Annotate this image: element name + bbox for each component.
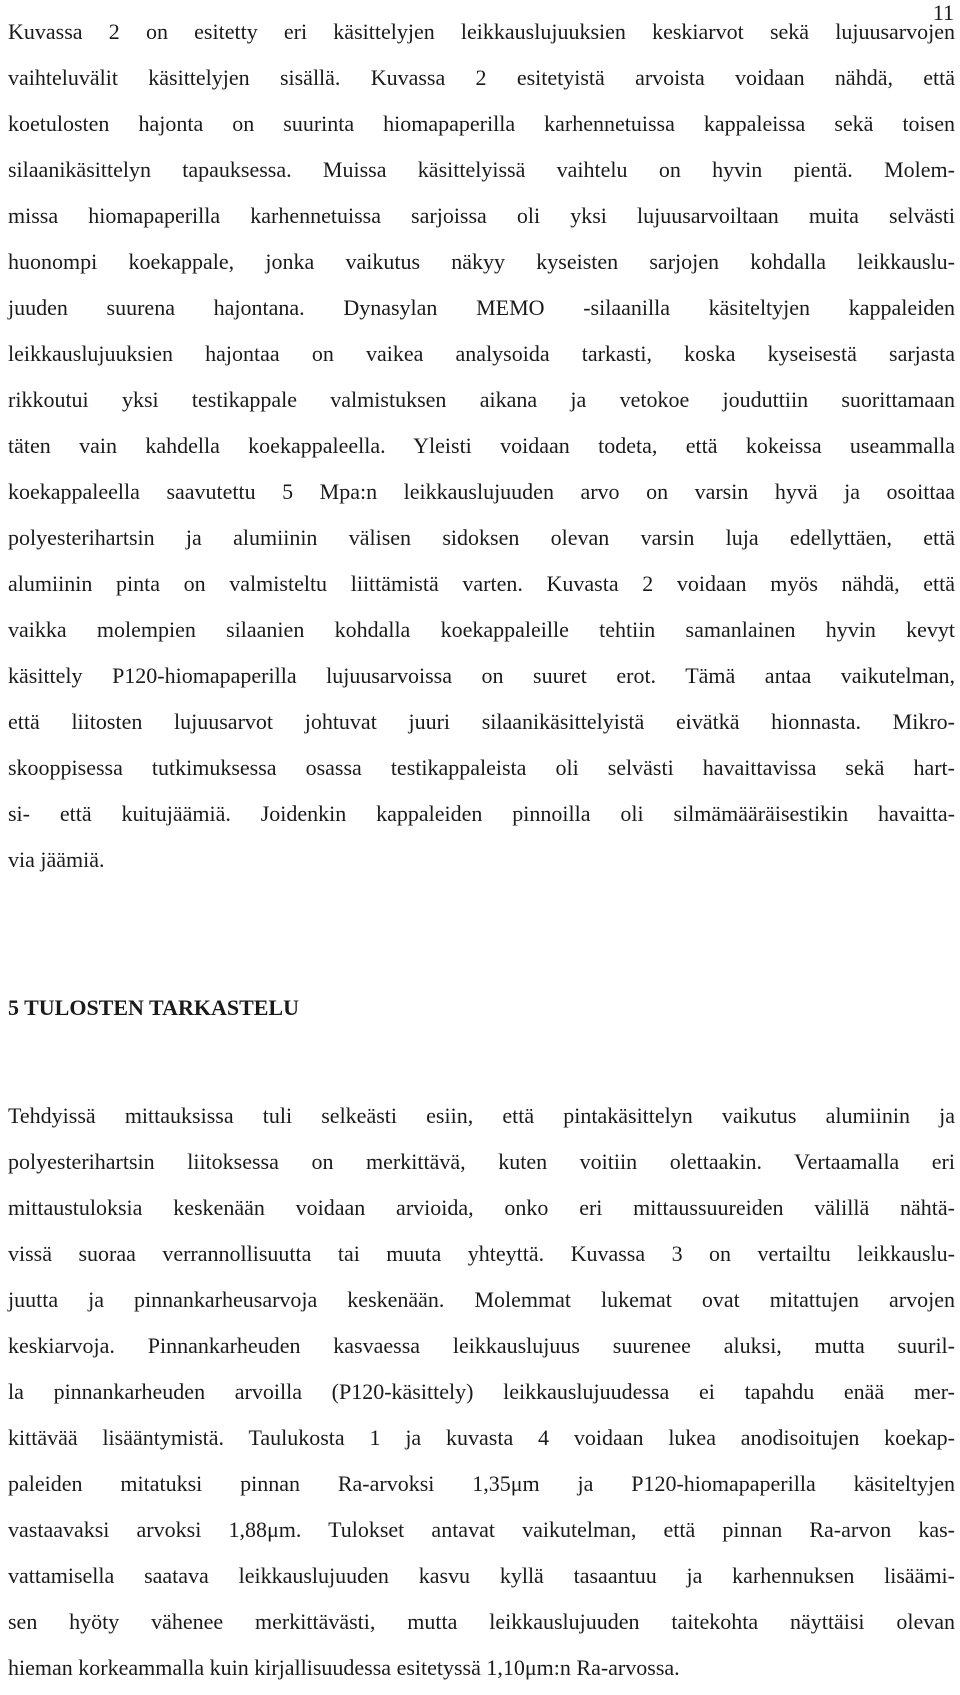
paragraph-line: koekappaleella saavutettu 5 Mpa:n leikkauslujuuden arvo on varsin hyvä ja osoittaa [8,479,955,504]
paragraph-line: koetulosten hajonta on suurinta hiomapaperilla karhennetuissa kappaleissa sekä toisen [8,111,955,136]
paragraph-line: täten vain kahdella koekappaleella. Yleisti voidaan todeta, että kokeissa useammalla [8,433,955,458]
paragraph-line: vaihteluvälit käsittelyjen sisällä. Kuvassa 2 esitetyistä arvoista voidaan nähdä, että [8,65,955,90]
section-heading: 5 TULOSTEN TARKASTELU [8,995,299,1020]
paragraph-line: vaikka molempien silaanien kohdalla koekappaleille tehtiin samanlainen hyvin kevyt [8,617,955,642]
paragraph-line: sen hyöty vähenee merkittävästi, mutta leikkauslujuuden taitekohta näyttäisi olevan [8,1609,955,1634]
page-number: 11 [932,0,954,25]
paragraph-2 [8,1093,955,1691]
paragraph-line: vissä suoraa verrannollisuutta tai muuta yhteyttä. Kuvassa 3 on vertailtu leikkauslu- [8,1241,955,1266]
paragraph-line: vattamisella saatava leikkauslujuuden kasvu kyllä tasaantuu ja karhennuksen lisäämi- [8,1563,955,1588]
paragraph-line: juutta ja pinnankarheusarvoja keskenään. Molemmat lukemat ovat mitattujen arvojen [8,1287,955,1312]
paragraph-1 [8,9,955,883]
paragraph-line: hieman korkeammalla kuin kirjallisuudessa esitetyssä 1,10μm:n Ra-arvossa. [8,1655,680,1680]
paragraph-line: Kuvassa 2 on esitetty eri käsittelyjen leikkauslujuuksien keskiarvot sekä lujuusarvojen [8,19,955,44]
paragraph-line: la pinnankarheuden arvoilla (P120-käsittely) leikkauslujuudessa ei tapahdu enää mer- [8,1379,955,1404]
paragraph-line: via jäämiä. [8,847,105,872]
paragraph-line: polyesterihartsin liitoksessa on merkittävä, kuten voitiin olettaakin. Vertaamalla eri [8,1149,955,1174]
paragraph-line: paleiden mitatuksi pinnan Ra-arvoksi 1,35μm ja P120-hiomapaperilla käsiteltyjen [8,1471,955,1496]
paragraph-line: skooppisessa tutkimuksessa osassa testikappaleista oli selvästi havaittavissa sekä hart- [8,755,955,780]
paragraph-line: missa hiomapaperilla karhennetuissa sarjoissa oli yksi lujuusarvoiltaan muita selvästi [8,203,955,228]
paragraph-line: mittaustuloksia keskenään voidaan arvioida, onko eri mittaussuureiden välillä nähtä- [8,1195,955,1220]
paragraph-line: alumiinin pinta on valmisteltu liittämistä varten. Kuvasta 2 voidaan myös nähdä, että [8,571,955,596]
paragraph-line: silaanikäsittelyn tapauksessa. Muissa käsittelyissä vaihtelu on hyvin pientä. Molem- [8,157,955,182]
paragraph-line: leikkauslujuuksien hajontaa on vaikea analysoida tarkasti, koska kyseisestä sarjasta [8,341,955,366]
paragraph-line: rikkoutui yksi testikappale valmistuksen aikana ja vetokoe jouduttiin suorittamaan [8,387,955,412]
paragraph-line: polyesterihartsin ja alumiinin välisen sidoksen olevan varsin luja edellyttäen, että [8,525,955,550]
paragraph-line: kittävää lisääntymistä. Taulukosta 1 ja kuvasta 4 voidaan lukea anodisoitujen koekap- [8,1425,955,1450]
paragraph-line: käsittely P120-hiomapaperilla lujuusarvoissa on suuret erot. Tämä antaa vaikutelman, [8,663,955,688]
paragraph-line: si- että kuitujäämiä. Joidenkin kappaleiden pinnoilla oli silmämääräisestikin havaitta- [8,801,955,826]
paragraph-line: vastaavaksi arvoksi 1,88μm. Tulokset antavat vaikutelman, että pinnan Ra-arvon kas- [8,1517,955,1542]
paragraph-line: että liitosten lujuusarvot johtuvat juuri silaanikäsittelyistä eivätkä hionnasta. Mikro- [8,709,955,734]
paragraph-line: huonompi koekappale, jonka vaikutus näkyy kyseisten sarjojen kohdalla leikkauslu- [8,249,955,274]
paragraph-line: juuden suurena hajontana. Dynasylan MEMO -silaanilla käsiteltyjen kappaleiden [8,295,955,320]
paragraph-line: Tehdyissä mittauksissa tuli selkeästi esiin, että pintakäsittelyn vaikutus alumiinin ja [8,1103,955,1128]
paragraph-line: keskiarvoja. Pinnankarheuden kasvaessa leikkauslujuus suurenee aluksi, mutta suuril- [8,1333,955,1358]
